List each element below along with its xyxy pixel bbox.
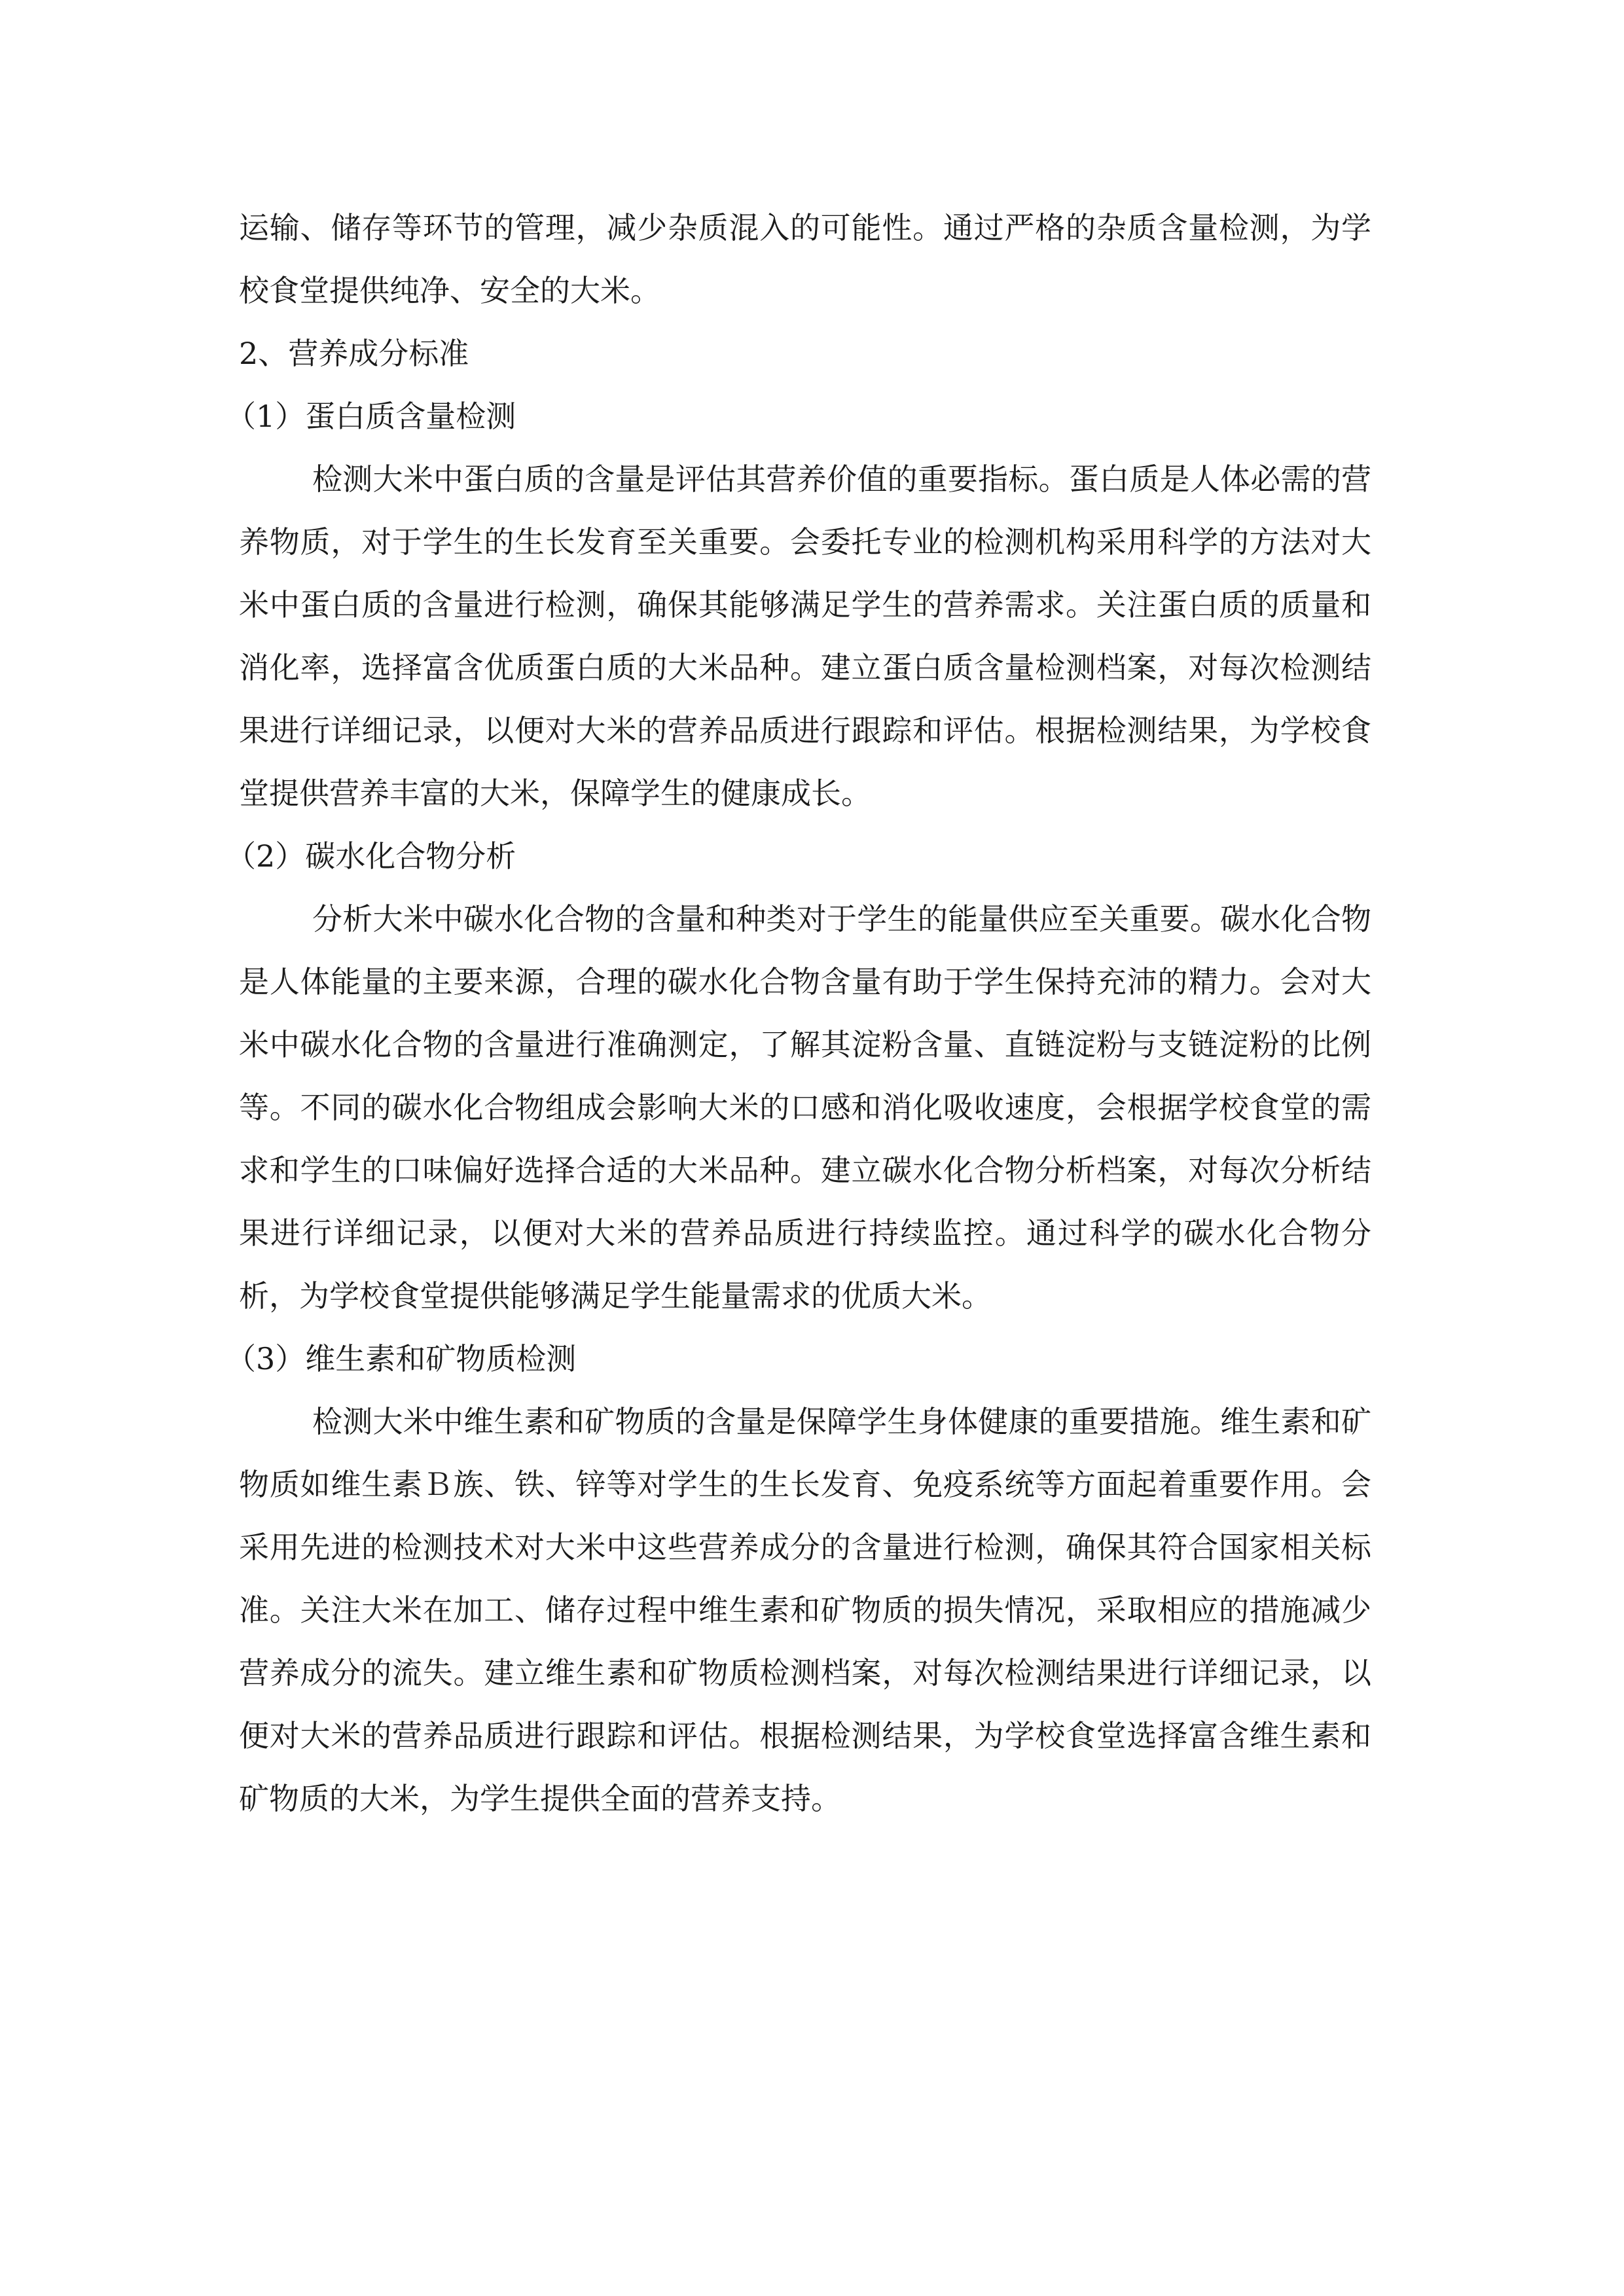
paragraph-protein: 检测大米中蛋白质的含量是评估其营养价值的重要指标。蛋白质是人体必需的营养物质，对于学生的生长发育至关重要。会委托专业的检测机构采用科学的方法对大米中蛋白质的含量进行检测，确保其能够满足学生的营养需求。关注蛋白质的质量和消化率，选择富含优质蛋白质的大米品种。建立蛋白质含量检测档案，对每次检测结果进行详细记录，以便对大米的营养品质进行跟踪和评估。根据检测结果，为学校食堂提供营养丰富的大米，保障学生的健康成长。 (239, 461, 1371, 811)
paragraph-vitamins-minerals: 检测大米中维生素和矿物质的含量是保障学生身体健康的重要措施。维生素和矿物质如维生素Ｂ族、铁、锌等对学生的生长发育、免疫系统等方面起着重要作用。会采用先进的检测技术对大米中这些营养成分的含量进行检测，确保其符合国家相关标准。关注大米在加工、储存过程中维生素和矿物质的损失情况，采取相应的措施减少营养成分的流失。建立维生素和矿物质检测档案，对每次检测结果进行详细记录，以便对大米的营养品质进行跟踪和评估。根据检测结果，为学校食堂选择富含维生素和矿物质的大米，为学生提供全面的营养支持。 (239, 1404, 1371, 1816)
section-title: 2、营养成分标准 (239, 336, 469, 371)
intro-paragraph: 运输、储存等环节的管理，减少杂质混入的可能性。通过严格的杂质含量检测，为学校食堂提供纯净、安全的大米。 (239, 210, 1371, 308)
document-page (226, 196, 1371, 1830)
subsection-title-carbohydrate: （2）碳水化合物分析 (226, 838, 516, 874)
paragraph-carbohydrate: 分析大米中碳水化合物的含量和种类对于学生的能量供应至关重要。碳水化合物是人体能量的主要来源，合理的碳水化合物含量有助于学生保持充沛的精力。会对大米中碳水化合物的含量进行准确测定，了解其淀粉含量、直链淀粉与支链淀粉的比例等。不同的碳水化合物组成会影响大米的口感和消化吸收速度，会根据学校食堂的需求和学生的口味偏好选择合适的大米品种。建立碳水化合物分析档案，对每次分析结果进行详细记录，以便对大米的营养品质进行持续监控。通过科学的碳水化合物分析，为学校食堂提供能够满足学生能量需求的优质大米。 (239, 901, 1371, 1314)
subsection-title-vitamins-minerals: （3）维生素和矿物质检测 (226, 1341, 577, 1376)
subsection-title-protein: （1）蛋白质含量检测 (226, 399, 516, 434)
